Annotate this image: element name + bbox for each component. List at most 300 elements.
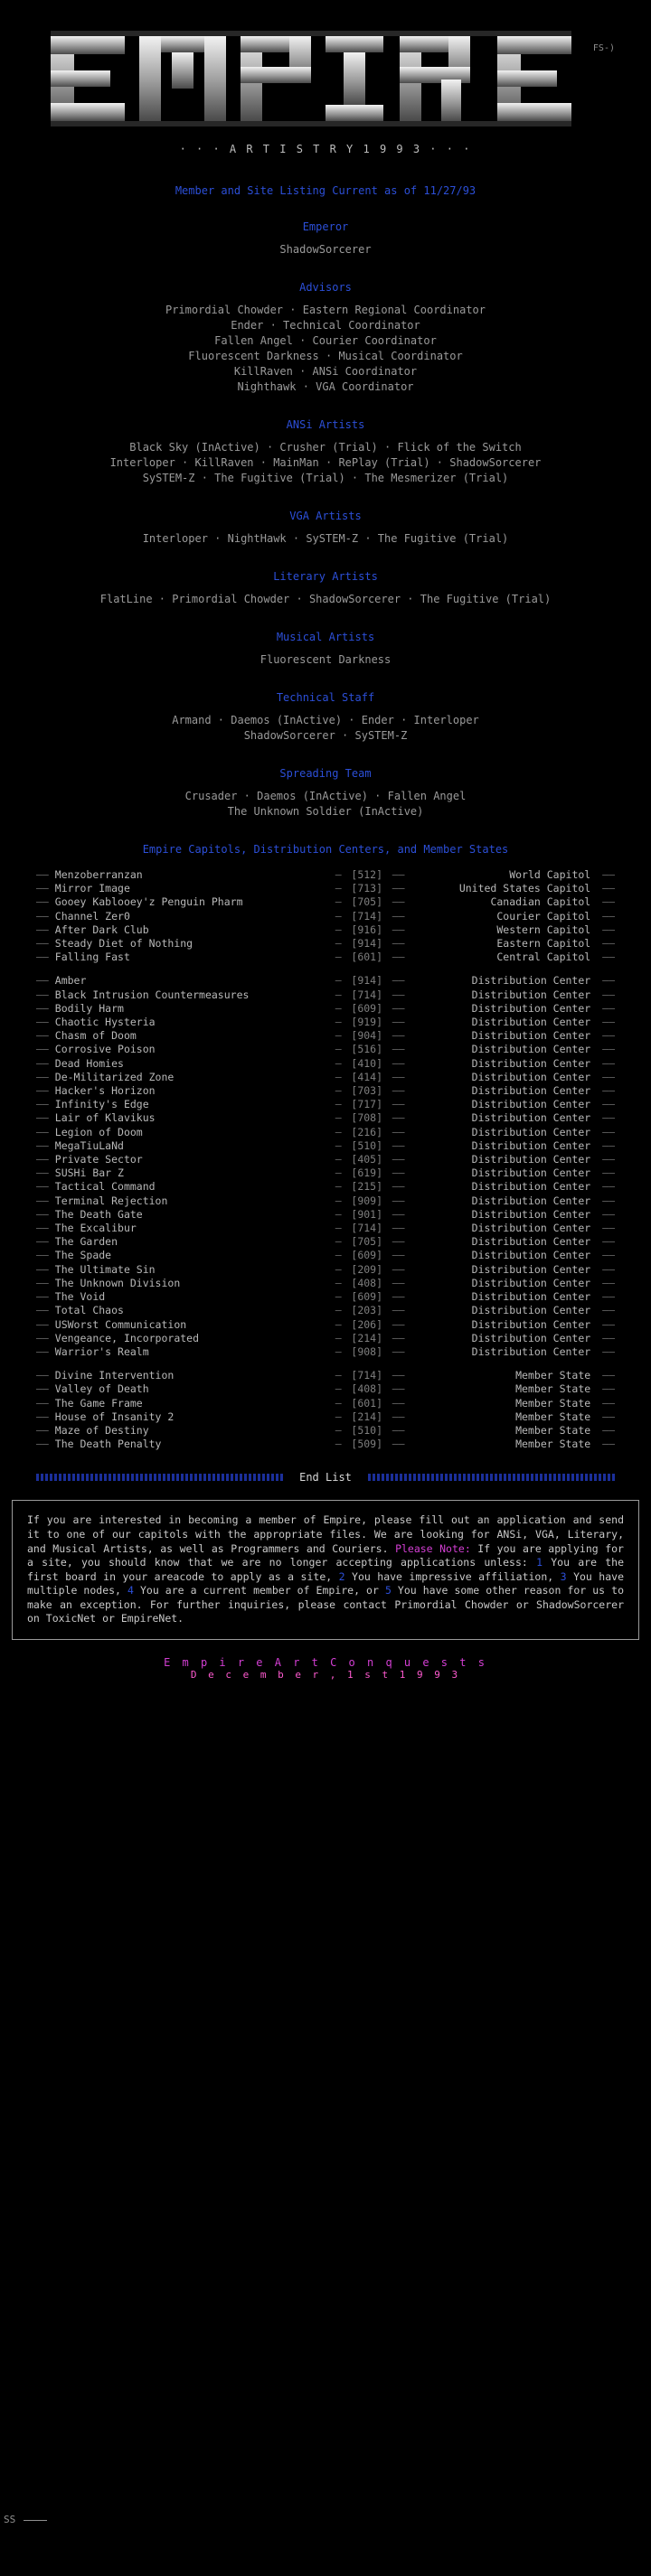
site-role: Distribution Center	[471, 1194, 591, 1207]
table-row	[36, 1397, 615, 1410]
row-rule-left: ——	[36, 1262, 55, 1276]
roster-sections	[0, 220, 651, 820]
area-code: [601]	[351, 1396, 383, 1410]
notice-p7: You have some other reason for us to make an exception. For further inquiries, please contact Primordial Chowder or ShadowSorcerer on ToxicNet or EmpireNet.	[27, 1584, 624, 1625]
section-line: Interloper · KillRaven · MainMan · RePlay (Trial) · ShadowSorcerer	[109, 456, 542, 469]
row-rule-mid-left: —	[335, 1207, 342, 1221]
notice-p5: You have multiple nodes,	[27, 1569, 624, 1597]
site-role: Distribution Center	[471, 1111, 591, 1125]
empire-ascii-logo	[45, 20, 606, 137]
table-row	[36, 1016, 615, 1029]
row-rule-mid-right: ——	[392, 1016, 411, 1029]
area-code: [408]	[351, 1382, 383, 1396]
row-rule-mid-right: ——	[392, 1438, 411, 1451]
row-rule-left: ——	[36, 1016, 55, 1029]
row-rule-mid-right: ——	[392, 1029, 411, 1043]
site-name: Total Chaos	[54, 1304, 124, 1317]
section-heading-text: Musical Artists	[276, 631, 375, 643]
section-heading-text: VGA Artists	[289, 510, 362, 522]
section-heading-text: Literary Artists	[273, 570, 378, 583]
notice-p1: If you are interested in becoming a member of Empire, please fill out an application and send it to one of our capitols with the appropriate files. We are looking for ANSi, VGA, Literary, and Musical Artists, as well as Programmers and Couriers.	[27, 1513, 624, 1555]
row-rule-mid-right: ——	[392, 1098, 411, 1111]
site-name: USWorst Communication	[54, 1317, 187, 1331]
section-line: Nighthawk · VGA Coordinator	[237, 380, 414, 393]
row-rule-mid-left: —	[335, 1166, 342, 1180]
area-code: [512]	[351, 868, 383, 881]
notice-p6: You are a current member of Empire, or	[133, 1584, 385, 1597]
section-heading	[0, 220, 651, 233]
site-name: Lair of Klavikus	[54, 1111, 156, 1125]
row-rule-left: ——	[36, 1317, 55, 1331]
notice-num-1: 1	[536, 1556, 542, 1569]
section-line: Black Sky (InActive) · Crusher (Trial) · Flick of the Switch	[129, 441, 522, 454]
row-rule-right: ——	[596, 1423, 615, 1437]
area-code: [714]	[351, 1222, 383, 1235]
roster-section	[0, 767, 651, 820]
table-row	[36, 1369, 615, 1382]
site-role: Distribution Center	[471, 1344, 591, 1358]
site-role: Distribution Center	[471, 1166, 591, 1180]
row-rule-mid-left: —	[335, 1262, 342, 1276]
row-rule-mid-left: —	[335, 909, 342, 923]
table-row	[36, 988, 615, 1002]
section-heading	[0, 510, 651, 522]
area-code: [904]	[351, 1029, 383, 1043]
site-role: Eastern Capitol	[496, 937, 591, 951]
section-line: The Unknown Soldier (InActive)	[227, 805, 424, 818]
row-rule-right: ——	[596, 1304, 615, 1317]
site-name: The Ultimate Sin	[54, 1262, 156, 1276]
table-row	[36, 1438, 615, 1451]
row-rule-mid-right: ——	[392, 974, 411, 988]
section-line: Interloper · NightHawk · SySTEM-Z · The Fugitive (Trial)	[142, 532, 509, 545]
table-row	[36, 1153, 615, 1166]
site-role: Member State	[515, 1438, 591, 1451]
row-rule-left: ——	[36, 1222, 55, 1235]
row-rule-mid-left: —	[335, 974, 342, 988]
table-row	[36, 1043, 615, 1056]
notice-p4: You have impressive affiliation,	[344, 1569, 561, 1583]
area-code: [714]	[351, 988, 383, 1001]
site-name: Chaotic Hysteria	[54, 1016, 156, 1029]
area-code: [914]	[351, 974, 383, 988]
table-row	[36, 1277, 615, 1290]
roster-section	[0, 510, 651, 547]
site-name: Black Intrusion Countermeasures	[54, 988, 250, 1001]
row-rule-mid-left: —	[335, 1438, 342, 1451]
row-rule-left: ——	[36, 1235, 55, 1249]
row-rule-mid-left: —	[335, 1396, 342, 1410]
row-rule-mid-right: ——	[392, 868, 411, 881]
site-role: Distribution Center	[471, 1262, 591, 1276]
area-code: [919]	[351, 1016, 383, 1029]
section-line: Armand · Daemos (InActive) · Ender · Interloper	[172, 714, 479, 726]
roster-section	[0, 691, 651, 744]
site-name: Falling Fast	[54, 951, 130, 964]
table-row	[36, 1166, 615, 1180]
site-role: Distribution Center	[471, 1070, 591, 1083]
listing-heading: Empire Capitols, Distribution Centers, and Member States	[142, 843, 509, 856]
row-rule-mid-left: —	[335, 1222, 342, 1235]
roster-section	[0, 570, 651, 607]
row-rule-mid-right: ——	[392, 988, 411, 1001]
row-rule-right: ——	[596, 1438, 615, 1451]
row-rule-right: ——	[596, 974, 615, 988]
row-rule-left: ——	[36, 974, 55, 988]
site-role: Member State	[515, 1369, 591, 1382]
row-rule-mid-left: —	[335, 1344, 342, 1358]
site-name: De-Militarized Zone	[54, 1070, 175, 1083]
row-rule-mid-right: ——	[392, 1235, 411, 1249]
table-row	[36, 1139, 615, 1153]
row-rule-right: ——	[596, 1029, 615, 1043]
site-role: Distribution Center	[471, 1276, 591, 1289]
site-name: Bodily Harm	[54, 1001, 124, 1015]
site-name: The Death Gate	[54, 1207, 143, 1221]
section-heading	[0, 570, 651, 583]
row-rule-mid-left: —	[335, 1138, 342, 1152]
section-line: Fluorescent Darkness · Musical Coordinator	[188, 350, 463, 362]
site-name: House of Insanity 2	[54, 1410, 175, 1423]
section-line: Primordial Chowder · Eastern Regional Coordinator	[165, 304, 486, 316]
table-row	[36, 1382, 615, 1396]
row-rule-left: ——	[36, 1304, 55, 1317]
row-rule-mid-right: ——	[392, 1153, 411, 1166]
row-rule-right: ——	[596, 1317, 615, 1331]
site-role: Distribution Center	[471, 1029, 591, 1043]
area-code: [619]	[351, 1166, 383, 1180]
row-rule-mid-right: ——	[392, 895, 411, 909]
row-rule-mid-right: ——	[392, 1111, 411, 1125]
notice-p2: If you are applying for a site, you should know that we are no longer accepting applications unless:	[27, 1541, 624, 1569]
section-heading	[0, 281, 651, 294]
site-role: Distribution Center	[471, 1084, 591, 1098]
site-name: Hacker's Horizon	[54, 1084, 156, 1098]
site-name: Divine Intervention	[54, 1369, 175, 1382]
area-code: [713]	[351, 882, 383, 895]
roster-section	[0, 220, 651, 258]
row-rule-mid-left: —	[335, 1098, 342, 1111]
row-rule-mid-right: ——	[392, 1423, 411, 1437]
row-rule-mid-right: ——	[392, 1166, 411, 1180]
section-heading	[0, 631, 651, 643]
row-rule-right: ——	[596, 1207, 615, 1221]
row-rule-mid-left: —	[335, 923, 342, 936]
table-row	[36, 1194, 615, 1208]
row-rule-left: ——	[36, 1084, 55, 1098]
membership-notice-text	[27, 1513, 624, 1626]
table-row	[36, 1332, 615, 1345]
site-name: Warrior's Realm	[54, 1344, 149, 1358]
row-rule-mid-right: ——	[392, 1084, 411, 1098]
row-rule-mid-left: —	[335, 1001, 342, 1015]
row-rule-right: ——	[596, 1111, 615, 1125]
area-code: [916]	[351, 923, 383, 936]
row-rule-left: ——	[36, 1276, 55, 1289]
row-rule-mid-right: ——	[392, 909, 411, 923]
table-row	[36, 937, 615, 951]
section-heading-text: Advisors	[299, 281, 352, 294]
row-rule-mid-right: ——	[392, 1043, 411, 1056]
row-rule-left: ——	[36, 1194, 55, 1207]
site-name: The Excalibur	[54, 1222, 137, 1235]
section-line: Fluorescent Darkness	[259, 653, 392, 666]
row-rule-mid-right: ——	[392, 1344, 411, 1358]
table-row	[36, 910, 615, 923]
site-listing-table	[36, 868, 615, 1451]
row-rule-left: ——	[36, 1410, 55, 1423]
table-row	[36, 1235, 615, 1249]
site-name: Vengeance, Incorporated	[54, 1331, 200, 1344]
row-rule-mid-right: ——	[392, 1304, 411, 1317]
row-rule-left: ——	[36, 868, 55, 881]
section-heading-text: Emperor	[302, 220, 349, 233]
section-heading-text: Spreading Team	[279, 767, 372, 780]
row-rule-mid-left: —	[335, 1304, 342, 1317]
row-rule-right: ——	[596, 1194, 615, 1207]
row-rule-right: ——	[596, 1290, 615, 1304]
row-rule-right: ——	[596, 1166, 615, 1180]
row-rule-right: ——	[596, 1098, 615, 1111]
row-rule-mid-right: ——	[392, 1222, 411, 1235]
area-code: [908]	[351, 1344, 383, 1358]
area-code: [714]	[351, 1369, 383, 1382]
area-code: [215]	[351, 1180, 383, 1194]
roster-section	[0, 281, 651, 395]
row-rule-mid-left: —	[335, 1423, 342, 1437]
row-rule-left: ——	[36, 1111, 55, 1125]
site-role: Canadian Capitol	[490, 895, 591, 909]
area-code: [609]	[351, 1290, 383, 1304]
site-role: United States Capitol	[458, 882, 591, 895]
membership-notice-box	[12, 1500, 639, 1640]
site-role: Distribution Center	[471, 1180, 591, 1194]
site-name: Dead Homies	[54, 1056, 124, 1070]
site-role: Distribution Center	[471, 974, 591, 988]
table-row	[36, 1263, 615, 1277]
row-rule-mid-right: ——	[392, 1194, 411, 1207]
site-name: Terminal Rejection	[54, 1194, 168, 1207]
site-name: Channel Zer0	[54, 909, 130, 923]
site-role: Member State	[515, 1423, 591, 1437]
divider-right	[368, 1474, 615, 1481]
site-role: Distribution Center	[471, 1290, 591, 1304]
section-heading-text: ANSi Artists	[286, 418, 365, 431]
table-row	[36, 1180, 615, 1194]
footer-title: E m p i r e A r t C o n q u e s t s	[164, 1656, 487, 1670]
site-role: Distribution Center	[471, 1153, 591, 1166]
logo-header	[0, 0, 651, 161]
notice-p3: You are the first board in your areacode to apply as a site,	[27, 1556, 624, 1583]
area-code: [509]	[351, 1438, 383, 1451]
row-rule-left: ——	[36, 895, 55, 909]
row-rule-mid-right: ——	[392, 1410, 411, 1423]
row-rule-mid-right: ——	[392, 1125, 411, 1138]
artist-signature-rule	[24, 2520, 47, 2521]
row-rule-mid-left: —	[335, 1084, 342, 1098]
area-code: [510]	[351, 1138, 383, 1152]
section-line: ShadowSorcerer	[279, 243, 372, 256]
row-rule-left: ——	[36, 1056, 55, 1070]
row-rule-mid-right: ——	[392, 1369, 411, 1382]
section-line: KillRaven · ANSi Coordinator	[233, 365, 418, 378]
roster-section	[0, 418, 651, 486]
site-name: Corrosive Poison	[54, 1043, 156, 1056]
row-rule-mid-left: —	[335, 951, 342, 964]
area-code: [703]	[351, 1084, 383, 1098]
row-rule-mid-left: —	[335, 1056, 342, 1070]
table-row	[36, 1057, 615, 1071]
row-rule-left: ——	[36, 951, 55, 964]
table-row	[36, 974, 615, 988]
row-rule-left: ——	[36, 1043, 55, 1056]
row-rule-mid-left: —	[335, 1249, 342, 1262]
row-rule-right: ——	[596, 1084, 615, 1098]
site-role: Member State	[515, 1382, 591, 1396]
row-rule-right: ——	[596, 1180, 615, 1194]
current-as-of-line: Member and Site Listing Current as of 11/27/93	[175, 184, 476, 197]
row-rule-right: ——	[596, 1344, 615, 1358]
row-rule-right: ——	[596, 1153, 615, 1166]
row-rule-right: ——	[596, 988, 615, 1001]
row-rule-mid-right: ——	[392, 937, 411, 951]
artist-signature: SS	[4, 2514, 16, 2525]
site-name: Menzoberranzan	[54, 868, 143, 881]
row-rule-mid-left: —	[335, 1125, 342, 1138]
row-rule-mid-left: —	[335, 895, 342, 909]
table-row	[36, 868, 615, 882]
site-name: Valley of Death	[54, 1382, 149, 1396]
row-rule-mid-left: —	[335, 937, 342, 951]
row-rule-mid-left: —	[335, 1070, 342, 1083]
row-rule-right: ——	[596, 1249, 615, 1262]
row-rule-mid-left: —	[335, 882, 342, 895]
row-rule-mid-left: —	[335, 1331, 342, 1344]
site-name: Chasm of Doom	[54, 1029, 137, 1043]
area-code: [909]	[351, 1194, 383, 1207]
row-rule-left: ——	[36, 1029, 55, 1043]
row-rule-mid-right: ——	[392, 951, 411, 964]
section-heading	[0, 767, 651, 780]
row-rule-left: ——	[36, 1290, 55, 1304]
table-row	[36, 1111, 615, 1125]
area-code: [714]	[351, 909, 383, 923]
row-rule-left: ——	[36, 1344, 55, 1358]
table-row	[36, 1249, 615, 1262]
table-row	[36, 1071, 615, 1084]
footer	[0, 1656, 651, 1681]
listing-group-gap	[36, 1359, 615, 1369]
row-rule-right: ——	[596, 951, 615, 964]
site-role: Member State	[515, 1410, 591, 1423]
row-rule-left: ——	[36, 1125, 55, 1138]
row-rule-right: ——	[596, 882, 615, 895]
row-rule-mid-right: ——	[392, 1056, 411, 1070]
table-row	[36, 1424, 615, 1438]
row-rule-left: ——	[36, 1153, 55, 1166]
row-rule-right: ——	[596, 937, 615, 951]
row-rule-mid-right: ——	[392, 1262, 411, 1276]
section-heading	[0, 691, 651, 704]
site-role: Distribution Center	[471, 1331, 591, 1344]
notice-num-3: 3	[560, 1569, 567, 1583]
area-code: [414]	[351, 1070, 383, 1083]
end-list-divider	[36, 1471, 615, 1484]
site-role: Western Capitol	[496, 923, 591, 936]
site-role: Distribution Center	[471, 1125, 591, 1138]
row-rule-mid-right: ——	[392, 1001, 411, 1015]
area-code: [410]	[351, 1056, 383, 1070]
table-row	[36, 882, 615, 895]
row-rule-mid-right: ——	[392, 1180, 411, 1194]
row-rule-mid-left: —	[335, 1410, 342, 1423]
site-name: The Death Penalty	[54, 1438, 162, 1451]
section-line: Ender · Technical Coordinator	[231, 319, 420, 332]
table-row	[36, 1002, 615, 1016]
site-role: Distribution Center	[471, 1222, 591, 1235]
area-code: [717]	[351, 1098, 383, 1111]
row-rule-left: ——	[36, 1098, 55, 1111]
site-role: Central Capitol	[496, 951, 591, 964]
row-rule-right: ——	[596, 1070, 615, 1083]
site-role: Distribution Center	[471, 1207, 591, 1221]
table-row	[36, 1208, 615, 1222]
row-rule-mid-left: —	[335, 868, 342, 881]
site-name: Steady Diet of Nothing	[54, 937, 193, 951]
row-rule-right: ——	[596, 1001, 615, 1015]
row-rule-mid-left: —	[335, 1029, 342, 1043]
table-row	[36, 1126, 615, 1139]
site-name: Infinity's Edge	[54, 1098, 149, 1111]
row-rule-right: ——	[596, 1262, 615, 1276]
table-row	[36, 1318, 615, 1332]
row-rule-right: ——	[596, 923, 615, 936]
logo-corner-tag: FS-)	[592, 43, 615, 53]
row-rule-left: ——	[36, 988, 55, 1001]
row-rule-left: ——	[36, 1331, 55, 1344]
row-rule-mid-right: ——	[392, 1249, 411, 1262]
row-rule-right: ——	[596, 1056, 615, 1070]
area-code: [914]	[351, 937, 383, 951]
row-rule-right: ——	[596, 868, 615, 881]
row-rule-mid-left: —	[335, 1276, 342, 1289]
row-rule-mid-right: ——	[392, 923, 411, 936]
area-code: [609]	[351, 1249, 383, 1262]
row-rule-mid-right: ——	[392, 1276, 411, 1289]
notice-warning-label: Please Note:	[395, 1541, 471, 1555]
row-rule-right: ——	[596, 1138, 615, 1152]
area-code: [214]	[351, 1410, 383, 1423]
site-name: MegaTiuLaNd	[54, 1138, 124, 1152]
table-row	[36, 1410, 615, 1424]
area-code: [516]	[351, 1043, 383, 1056]
row-rule-mid-left: —	[335, 988, 342, 1001]
row-rule-mid-left: —	[335, 1043, 342, 1056]
site-role: Distribution Center	[471, 1056, 591, 1070]
table-row	[36, 1029, 615, 1043]
row-rule-left: ——	[36, 882, 55, 895]
area-code: [408]	[351, 1276, 383, 1289]
site-name: The Void	[54, 1290, 106, 1304]
row-rule-right: ——	[596, 1410, 615, 1423]
site-name: After Dark Club	[54, 923, 149, 936]
row-rule-left: ——	[36, 1423, 55, 1437]
row-rule-mid-left: —	[335, 1290, 342, 1304]
site-role: Distribution Center	[471, 1235, 591, 1249]
site-role: Distribution Center	[471, 1001, 591, 1015]
site-role: Distribution Center	[471, 1304, 591, 1317]
row-rule-right: ——	[596, 895, 615, 909]
